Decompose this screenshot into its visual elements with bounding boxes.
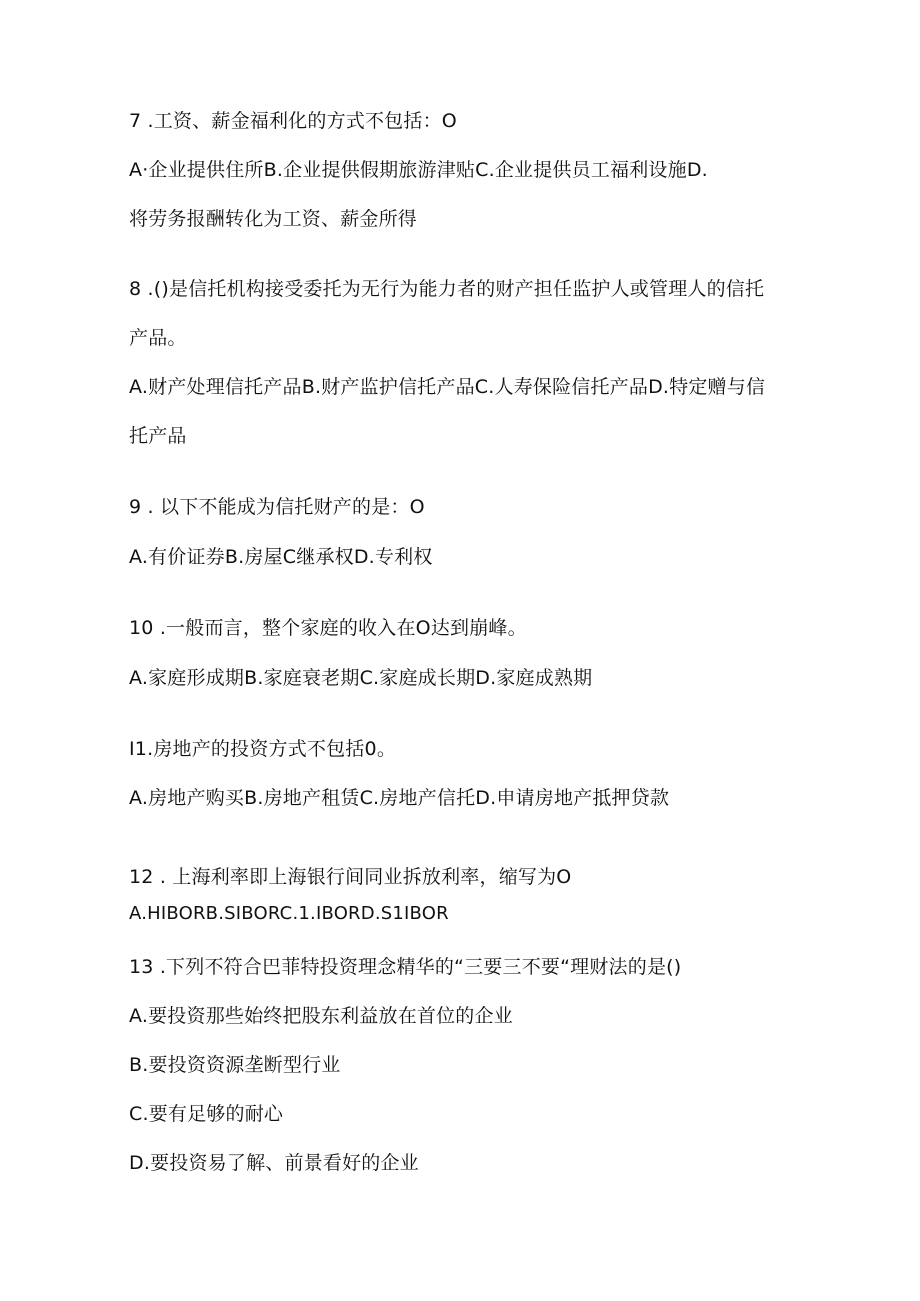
question-8-stem: 8 .()是信托机构接受委托为无行为能力者的财产担任监护人或管理人的信托 xyxy=(129,278,765,300)
question-8-options-cont: 托产品 xyxy=(129,425,187,447)
question-13-option-d: D.要投资易了解、前景看好的企业 xyxy=(129,1152,419,1174)
question-13-stem: 13 .下列不符合巴菲特投资理念精华的“三要三不要“理财法的是() xyxy=(129,956,682,978)
question-7-stem: 7 .工资、薪金福利化的方式不包括：O xyxy=(129,110,457,132)
question-12-options: A.HIBORB.SIBORC.1.IBORD.S1IBOR xyxy=(129,903,449,924)
question-9-options: A.有价证券B.房屋C继承权D.专利权 xyxy=(129,546,433,568)
question-9-stem: 9 . 以下不能成为信托财产的是：O xyxy=(129,496,425,518)
question-7-options: A·企业提供住所B.企业提供假期旅游津贴C.企业提供员工福利设施D. xyxy=(129,159,708,181)
question-8-stem-cont: 产品。 xyxy=(129,327,187,349)
question-10-stem: 10 .一般而言，整个家庭的收入在O达到崩峰。 xyxy=(129,617,527,639)
question-11-options: A.房地产购买B.房地产租赁C.房地产信托D.申请房地产抵押贷款 xyxy=(129,787,670,809)
question-13-option-b: B.要投资资源垄断型行业 xyxy=(129,1054,341,1076)
question-11-stem: I1.房地产的投资方式不包括0。 xyxy=(129,738,397,760)
question-13-option-c: C.要有足够的耐心 xyxy=(129,1103,284,1125)
question-12-stem: 12 . 上海利率即上海银行间同业拆放利率，缩写为O xyxy=(129,866,572,888)
question-7-options-cont: 将劳务报酬转化为工资、薪金所得 xyxy=(129,208,418,230)
question-10-options: A.家庭形成期B.家庭衰老期C.家庭成长期D.家庭成熟期 xyxy=(129,667,593,689)
question-8-options: A.财产处理信托产品B.财产监护信托产品C.人寿保险信托产品D.特定赠与信 xyxy=(129,376,766,398)
question-13-option-a: A.要投资那些始终把股东利益放在首位的企业 xyxy=(129,1005,513,1027)
